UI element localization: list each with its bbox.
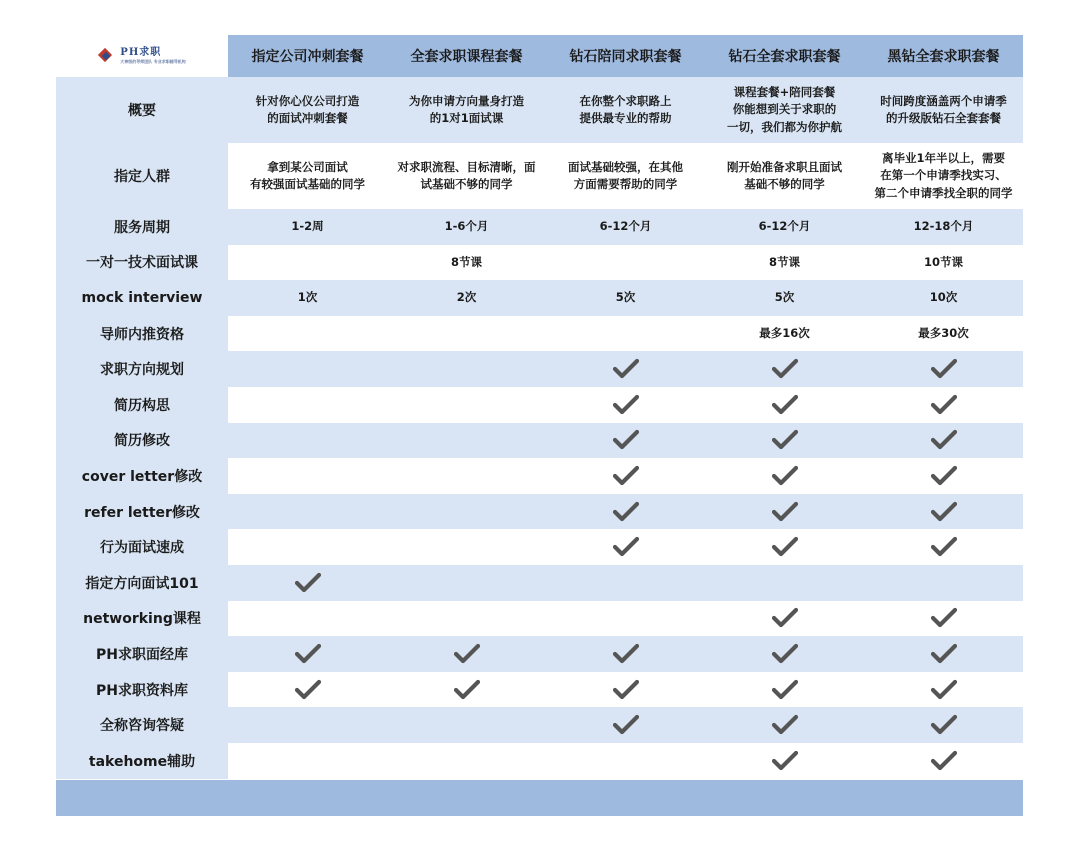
cell-text-line: 5次 <box>774 290 795 305</box>
table-row <box>56 636 1023 672</box>
row-label: 服务周期 <box>56 209 228 245</box>
table-row <box>56 565 1023 601</box>
table-cell <box>864 280 1023 316</box>
table-cell <box>864 77 1023 143</box>
table-cell <box>546 316 705 352</box>
table-cell <box>387 743 546 779</box>
check-icon <box>772 468 798 482</box>
table-cell <box>387 601 546 637</box>
check-icon <box>931 468 957 482</box>
cell-text-line: 时间跨度涵盖两个申请季 <box>880 93 1007 108</box>
table-cell <box>705 245 864 281</box>
table-cell <box>705 280 864 316</box>
cell-text-line: 刚开始准备求职且面试 <box>727 159 842 174</box>
check-cell <box>864 529 1023 565</box>
row-label: mock interview <box>56 280 228 316</box>
table-cell <box>546 601 705 637</box>
table-cell <box>864 245 1023 281</box>
row-label: 简历构思 <box>56 387 228 423</box>
check-icon <box>613 362 639 376</box>
check-cell <box>705 423 864 459</box>
table-cell <box>387 387 546 423</box>
table-cell <box>546 143 705 209</box>
row-label: 指定人群 <box>56 143 228 209</box>
cell-text-line: 基础不够的同学 <box>744 177 825 191</box>
check-cell <box>546 423 705 459</box>
table-cell <box>228 77 387 143</box>
table-cell <box>546 77 705 143</box>
check-icon <box>931 433 957 447</box>
cell-text-line: 有较强面试基础的同学 <box>250 177 365 191</box>
row-label: PH求职面经库 <box>56 636 228 672</box>
check-icon <box>772 362 798 376</box>
check-cell <box>864 423 1023 459</box>
table-cell <box>546 280 705 316</box>
table-cell <box>228 387 387 423</box>
check-cell <box>546 351 705 387</box>
check-cell <box>864 636 1023 672</box>
table-cell <box>705 565 864 601</box>
table-cell <box>228 209 387 245</box>
check-icon <box>931 753 957 767</box>
logo-cell <box>56 35 228 77</box>
row-label: refer letter修改 <box>56 494 228 530</box>
table-cell <box>387 565 546 601</box>
check-icon <box>772 682 798 696</box>
check-icon <box>931 362 957 376</box>
table-cell <box>705 77 864 143</box>
table-cell <box>387 280 546 316</box>
table-cell <box>228 458 387 494</box>
cell-text-line: 5次 <box>615 290 636 305</box>
check-icon <box>454 646 480 660</box>
check-icon <box>772 397 798 411</box>
check-icon <box>295 575 321 589</box>
cell-text-line: 为你申请方向量身打造 <box>409 93 524 108</box>
cell-text-line: 10次 <box>929 290 958 305</box>
check-cell <box>864 672 1023 708</box>
footer-bar <box>56 780 1023 816</box>
check-icon <box>931 611 957 625</box>
table-cell <box>387 245 546 281</box>
check-icon <box>613 682 639 696</box>
check-icon <box>931 718 957 732</box>
row-label: cover letter修改 <box>56 458 228 494</box>
cell-text-line: 的1对1面试课 <box>429 111 504 125</box>
diamond-logo-icon <box>98 48 114 64</box>
logo-title: PH求职 <box>120 47 162 58</box>
check-cell <box>864 743 1023 779</box>
table-cell <box>387 316 546 352</box>
table-cell <box>228 494 387 530</box>
table-body <box>56 77 1023 779</box>
row-label: networking课程 <box>56 601 228 637</box>
check-cell <box>228 636 387 672</box>
table-cell <box>228 143 387 209</box>
cell-text-line: 最多16次 <box>759 325 810 340</box>
check-cell <box>705 351 864 387</box>
table-cell <box>546 209 705 245</box>
row-label: 导师内推资格 <box>56 316 228 352</box>
check-icon <box>931 504 957 518</box>
column-header: 钻石全套求职套餐 <box>705 35 864 77</box>
check-cell <box>864 601 1023 637</box>
check-icon <box>613 468 639 482</box>
table-cell <box>387 529 546 565</box>
check-cell <box>705 387 864 423</box>
check-cell <box>228 565 387 601</box>
check-cell <box>705 707 864 743</box>
table-cell <box>387 351 546 387</box>
check-cell <box>546 494 705 530</box>
cell-text-line: 拿到某公司面试 <box>267 159 348 174</box>
row-label: 指定方向面试101 <box>56 565 228 601</box>
check-icon <box>931 646 957 660</box>
cell-text-line: 离毕业1年半以上，需要 <box>881 151 1005 166</box>
package-comparison-table <box>56 35 1023 779</box>
table-row <box>56 209 1023 245</box>
check-cell <box>864 351 1023 387</box>
table-cell <box>387 707 546 743</box>
check-cell <box>387 636 546 672</box>
table-cell <box>546 245 705 281</box>
row-label: takehome辅助 <box>56 743 228 779</box>
check-cell <box>864 458 1023 494</box>
cell-text-line: 方面需要帮助的同学 <box>573 177 678 191</box>
table-cell <box>228 245 387 281</box>
logo-subtitle: 大神级的导师团队 专业求职辅导机构 <box>120 59 186 64</box>
table-cell <box>228 423 387 459</box>
table-cell <box>228 351 387 387</box>
table-cell <box>864 565 1023 601</box>
table-cell <box>228 743 387 779</box>
cell-text-line: 的升级版钻石全套套餐 <box>886 111 1001 125</box>
cell-text-line: 6-12个月 <box>599 219 652 234</box>
check-icon <box>931 540 957 554</box>
column-header: 黑钻全套求职套餐 <box>864 35 1023 77</box>
cell-text-line: 1-2周 <box>291 219 324 234</box>
table-cell <box>387 458 546 494</box>
cell-text-line: 针对你心仪公司打造 <box>255 93 360 108</box>
cell-text-line: 1次 <box>297 290 318 305</box>
cell-text-line: 1-6个月 <box>444 219 489 234</box>
column-header: 全套求职课程套餐 <box>387 35 546 77</box>
check-icon <box>613 397 639 411</box>
row-label: 求职方向规划 <box>56 351 228 387</box>
check-cell <box>705 494 864 530</box>
check-cell <box>705 636 864 672</box>
table-cell <box>387 494 546 530</box>
table-cell <box>228 601 387 637</box>
table-cell <box>387 209 546 245</box>
check-cell <box>546 458 705 494</box>
cell-text-line: 10节课 <box>923 254 963 269</box>
check-cell <box>546 707 705 743</box>
cell-text-line: 提供最专业的帮助 <box>579 111 672 125</box>
cell-text-line: 8节课 <box>450 254 482 269</box>
check-icon <box>613 540 639 554</box>
table-cell <box>864 209 1023 245</box>
table-cell <box>387 143 546 209</box>
table-cell <box>705 143 864 209</box>
cell-text-line: 第二个申请季找全职的同学 <box>874 185 1013 200</box>
check-cell <box>705 743 864 779</box>
check-icon <box>772 611 798 625</box>
cell-text-line: 8节课 <box>768 254 800 269</box>
check-icon <box>772 540 798 554</box>
table-cell <box>546 743 705 779</box>
table-row <box>56 316 1023 352</box>
table-row <box>56 707 1023 743</box>
check-icon <box>772 504 798 518</box>
table-row <box>56 494 1023 530</box>
table-row <box>56 601 1023 637</box>
check-cell <box>705 529 864 565</box>
check-icon <box>454 682 480 696</box>
table-cell <box>864 143 1023 209</box>
cell-text-line: 一切，我们都为你护航 <box>727 119 842 134</box>
check-icon <box>772 753 798 767</box>
check-icon <box>772 718 798 732</box>
check-cell <box>546 636 705 672</box>
check-icon <box>931 397 957 411</box>
check-icon <box>613 504 639 518</box>
check-cell <box>864 707 1023 743</box>
cell-text-line: 试基础不够的同学 <box>420 177 513 191</box>
row-label: 一对一技术面试课 <box>56 245 228 281</box>
table-cell <box>228 529 387 565</box>
table-row <box>56 672 1023 708</box>
check-cell <box>546 529 705 565</box>
check-icon <box>295 646 321 660</box>
table-cell <box>228 280 387 316</box>
check-cell <box>387 672 546 708</box>
cell-text-line: 最多30次 <box>918 325 969 340</box>
check-cell <box>864 387 1023 423</box>
check-cell <box>864 494 1023 530</box>
column-header: 指定公司冲刺套餐 <box>228 35 387 77</box>
cell-text-line: 面试基础较强，在其他 <box>568 159 683 174</box>
table-row <box>56 423 1023 459</box>
row-label: PH求职资料库 <box>56 672 228 708</box>
check-icon <box>931 682 957 696</box>
cell-text-line: 12-18个月 <box>913 219 974 234</box>
check-icon <box>295 682 321 696</box>
check-icon <box>772 646 798 660</box>
table-cell <box>228 707 387 743</box>
column-header: 钻石陪同求职套餐 <box>546 35 705 77</box>
check-cell <box>546 672 705 708</box>
table-row <box>56 529 1023 565</box>
cell-text-line: 你能想到关于求职的 <box>732 102 837 117</box>
row-label: 全称咨询答疑 <box>56 707 228 743</box>
table-row <box>56 387 1023 423</box>
table-cell <box>228 316 387 352</box>
cell-text-line: 对求职流程、目标清晰，面 <box>397 159 536 174</box>
table-cell <box>705 209 864 245</box>
check-cell <box>705 458 864 494</box>
check-icon <box>613 433 639 447</box>
cell-text-line: 6-12个月 <box>758 219 811 234</box>
table-cell <box>705 316 864 352</box>
check-icon <box>613 646 639 660</box>
table-cell <box>546 565 705 601</box>
table-row <box>56 351 1023 387</box>
table-row <box>56 245 1023 281</box>
cell-text-line: 在第一个申请季找实习、 <box>880 168 1007 183</box>
row-label: 概要 <box>56 77 228 143</box>
check-cell <box>705 672 864 708</box>
table-row <box>56 77 1023 143</box>
check-icon <box>772 433 798 447</box>
table-cell <box>387 77 546 143</box>
table-row <box>56 458 1023 494</box>
cell-text-line: 2次 <box>456 290 477 305</box>
check-cell <box>546 387 705 423</box>
cell-text-line: 的面试冲刺套餐 <box>267 111 348 125</box>
check-cell <box>705 601 864 637</box>
table-row <box>56 280 1023 316</box>
cell-text-line: 课程套餐+陪同套餐 <box>733 85 836 100</box>
check-icon <box>613 718 639 732</box>
table-row <box>56 743 1023 779</box>
ph-logo <box>56 48 228 64</box>
row-label: 行为面试速成 <box>56 529 228 565</box>
table-cell <box>864 316 1023 352</box>
table-cell <box>387 423 546 459</box>
cell-text-line: 在你整个求职路上 <box>579 93 672 108</box>
table-row <box>56 143 1023 209</box>
row-label: 简历修改 <box>56 423 228 459</box>
check-cell <box>228 672 387 708</box>
